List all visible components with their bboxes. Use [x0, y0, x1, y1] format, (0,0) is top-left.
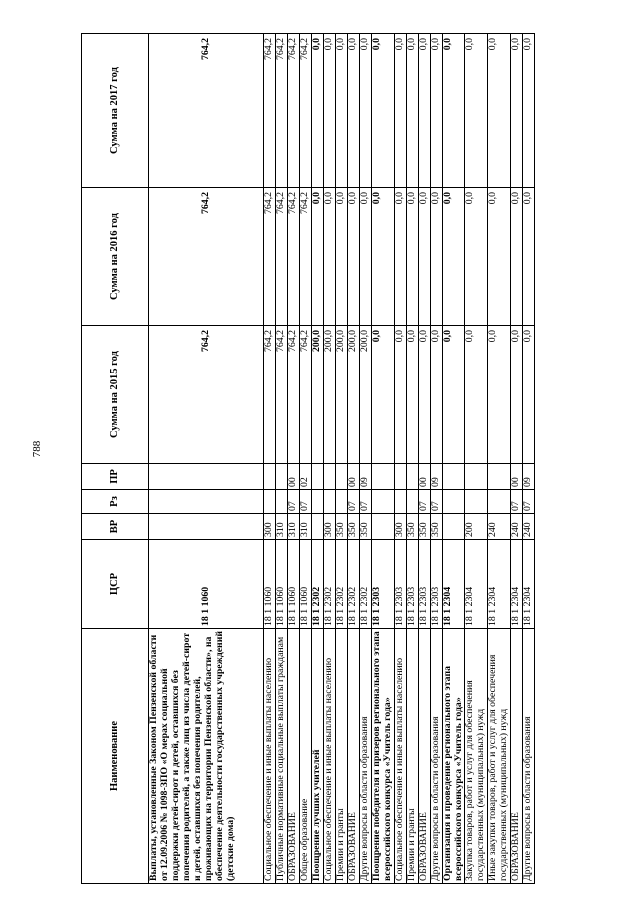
row-2017-cell: 0,0 — [394, 34, 406, 188]
row-2015-cell: 0,0 — [430, 326, 442, 464]
row-2015-cell: 0,0 — [523, 326, 535, 464]
table-row — [511, 34, 523, 884]
row-csr-cell: 18 1 2304 — [523, 540, 535, 629]
row-2016-cell: 0,0 — [418, 188, 430, 326]
row-name-cell: Премии и гранты — [406, 629, 418, 884]
row-csr-cell: 18 1 2302 — [347, 540, 359, 629]
row-csr-cell: 18 1 1060 — [149, 540, 264, 629]
row-2017-cell: 0,0 — [511, 34, 523, 188]
row-name-cell: Организация и проведение регионального этапа всероссийского конкурса «Учитель года» — [442, 629, 465, 884]
row-2015-cell: 200,0 — [335, 326, 347, 464]
row-vr-cell: 350 — [430, 514, 442, 540]
table-row — [311, 34, 323, 884]
row-name-cell: Социальное обеспечение и иные выплаты населению — [394, 629, 406, 884]
row-name-cell: ОБРАЗОВАНИЕ — [287, 629, 299, 884]
row-csr-cell: 18 1 1060 — [287, 540, 299, 629]
row-2016-cell: 0,0 — [323, 188, 335, 326]
row-2017-cell: 0,0 — [418, 34, 430, 188]
budget-table — [81, 33, 535, 884]
table-row — [406, 34, 418, 884]
row-2015-cell: 200,0 — [359, 326, 371, 464]
row-rz-cell — [371, 490, 394, 514]
row-pr-cell — [394, 464, 406, 490]
row-2017-cell: 0,0 — [371, 34, 394, 188]
row-rz-cell: 07 — [418, 490, 430, 514]
row-name-cell: Иные закупки товаров, работ и услуг для обеспечения государственных (муниципальных) нужд — [488, 629, 511, 884]
row-name-cell: Поощрение победителя и призеров регионального этапа всероссийского конкурса «Учитель года» — [371, 629, 394, 884]
col-header-2015: Сумма на 2015 год — [82, 326, 149, 464]
row-pr-cell: 02 — [299, 464, 311, 490]
row-name-cell: Поощрение лучших учителей — [311, 629, 323, 884]
row-vr-cell — [311, 514, 323, 540]
row-vr-cell: 350 — [347, 514, 359, 540]
row-pr-cell — [465, 464, 488, 490]
row-2015-cell: 200,0 — [347, 326, 359, 464]
table-row — [430, 34, 442, 884]
row-pr-cell: 00 — [347, 464, 359, 490]
row-name-cell: Другие вопросы в области образования — [359, 629, 371, 884]
table-row — [418, 34, 430, 884]
row-pr-cell: 00 — [418, 464, 430, 490]
row-pr-cell: 09 — [359, 464, 371, 490]
row-pr-cell — [264, 464, 276, 490]
table-row — [323, 34, 335, 884]
row-vr-cell: 200 — [465, 514, 488, 540]
table-row — [394, 34, 406, 884]
row-2015-cell: 764,2 — [287, 326, 299, 464]
row-2015-cell: 0,0 — [406, 326, 418, 464]
row-rz-cell — [323, 490, 335, 514]
row-2015-cell: 0,0 — [488, 326, 511, 464]
row-2016-cell: 0,0 — [359, 188, 371, 326]
row-name-cell: ОБРАЗОВАНИЕ — [511, 629, 523, 884]
table-row — [371, 34, 394, 884]
row-2017-cell: 0,0 — [347, 34, 359, 188]
row-name-cell: Премии и гранты — [335, 629, 347, 884]
row-2015-cell: 0,0 — [465, 326, 488, 464]
row-csr-cell: 18 1 2304 — [488, 540, 511, 629]
row-name-cell: Общее образование — [299, 629, 311, 884]
row-rz-cell: 07 — [299, 490, 311, 514]
row-rz-cell: 07 — [359, 490, 371, 514]
row-csr-cell: 18 1 2304 — [442, 540, 465, 629]
row-vr-cell: 350 — [418, 514, 430, 540]
table-row — [442, 34, 465, 884]
row-vr-cell — [149, 514, 264, 540]
row-2016-cell: 0,0 — [406, 188, 418, 326]
row-2016-cell: 0,0 — [371, 188, 394, 326]
table-row — [299, 34, 311, 884]
table-row — [264, 34, 276, 884]
row-csr-cell: 18 1 1060 — [299, 540, 311, 629]
row-2016-cell: 0,0 — [523, 188, 535, 326]
row-pr-cell: 00 — [287, 464, 299, 490]
row-pr-cell: 09 — [523, 464, 535, 490]
rotated-table-container — [81, 34, 640, 884]
row-2017-cell: 0,0 — [430, 34, 442, 188]
row-vr-cell: 300 — [394, 514, 406, 540]
row-2017-cell: 0,0 — [442, 34, 465, 188]
row-pr-cell — [406, 464, 418, 490]
row-vr-cell: 240 — [511, 514, 523, 540]
row-2017-cell: 764,2 — [264, 34, 276, 188]
row-2015-cell: 764,2 — [149, 326, 264, 464]
table-row — [287, 34, 299, 884]
row-2016-cell: 0,0 — [465, 188, 488, 326]
row-pr-cell: 09 — [430, 464, 442, 490]
row-pr-cell — [335, 464, 347, 490]
row-2017-cell: 0,0 — [359, 34, 371, 188]
row-vr-cell: 300 — [264, 514, 276, 540]
row-2017-cell: 764,2 — [149, 34, 264, 188]
row-rz-cell: 07 — [511, 490, 523, 514]
table-row — [347, 34, 359, 884]
row-2017-cell: 0,0 — [323, 34, 335, 188]
row-rz-cell — [442, 490, 465, 514]
row-csr-cell: 18 1 2302 — [311, 540, 323, 629]
row-pr-cell — [149, 464, 264, 490]
row-2016-cell: 0,0 — [311, 188, 323, 326]
row-2015-cell: 764,2 — [275, 326, 287, 464]
row-2015-cell: 0,0 — [394, 326, 406, 464]
row-pr-cell — [275, 464, 287, 490]
row-2017-cell: 764,2 — [275, 34, 287, 188]
row-rz-cell — [149, 490, 264, 514]
row-vr-cell: 350 — [406, 514, 418, 540]
row-rz-cell — [465, 490, 488, 514]
row-csr-cell: 18 1 2303 — [418, 540, 430, 629]
row-csr-cell: 18 1 2302 — [335, 540, 347, 629]
row-vr-cell: 300 — [323, 514, 335, 540]
row-2016-cell: 764,2 — [264, 188, 276, 326]
row-pr-cell — [311, 464, 323, 490]
row-csr-cell: 18 1 1060 — [264, 540, 276, 629]
row-vr-cell: 350 — [335, 514, 347, 540]
row-vr-cell — [442, 514, 465, 540]
row-name-cell: Социальное обеспечение и иные выплаты населению — [264, 629, 276, 884]
col-header-pr: ПР — [82, 464, 149, 490]
row-vr-cell: 350 — [359, 514, 371, 540]
row-2016-cell: 764,2 — [149, 188, 264, 326]
table-row — [488, 34, 511, 884]
row-rz-cell — [488, 490, 511, 514]
col-header-rz: Рз — [82, 490, 149, 514]
row-name-cell: ОБРАЗОВАНИЕ — [418, 629, 430, 884]
row-vr-cell — [371, 514, 394, 540]
row-rz-cell — [406, 490, 418, 514]
row-rz-cell: 07 — [347, 490, 359, 514]
row-2015-cell: 0,0 — [511, 326, 523, 464]
row-rz-cell — [394, 490, 406, 514]
row-2017-cell: 0,0 — [311, 34, 323, 188]
row-csr-cell: 18 1 2304 — [511, 540, 523, 629]
row-pr-cell: 00 — [511, 464, 523, 490]
row-rz-cell — [264, 490, 276, 514]
table-body — [149, 34, 535, 884]
row-rz-cell — [275, 490, 287, 514]
table-row — [523, 34, 535, 884]
row-2017-cell: 0,0 — [488, 34, 511, 188]
row-rz-cell: 07 — [430, 490, 442, 514]
row-2016-cell: 764,2 — [299, 188, 311, 326]
row-name-cell: Выплаты, установленные Законом Пензенской области от 12.09.2006 № 1098-ЗПО «О мерах социальной поддержки детей-сирот и детей, оставшихся без попечения родителей, а также лиц из числа детей-сирот и детей, оставшихся без попечения родителей, проживающих на территории Пензенской области», на обеспечение деятельности государственных учреждений (детские дома) — [149, 629, 264, 884]
row-2016-cell: 0,0 — [442, 188, 465, 326]
row-2015-cell: 200,0 — [311, 326, 323, 464]
row-csr-cell: 18 1 2303 — [406, 540, 418, 629]
row-csr-cell: 18 1 1060 — [275, 540, 287, 629]
row-name-cell: Публичные нормативные социальные выплаты гражданам — [275, 629, 287, 884]
row-2015-cell: 764,2 — [299, 326, 311, 464]
table-row — [359, 34, 371, 884]
table-row — [465, 34, 488, 884]
row-2015-cell: 0,0 — [371, 326, 394, 464]
row-name-cell: Другие вопросы в области образования — [430, 629, 442, 884]
row-rz-cell — [335, 490, 347, 514]
row-vr-cell: 240 — [523, 514, 535, 540]
row-csr-cell: 18 1 2303 — [394, 540, 406, 629]
row-2017-cell: 0,0 — [523, 34, 535, 188]
row-2015-cell: 0,0 — [418, 326, 430, 464]
row-name-cell: ОБРАЗОВАНИЕ — [347, 629, 359, 884]
row-name-cell: Другие вопросы в области образования — [523, 629, 535, 884]
row-pr-cell — [488, 464, 511, 490]
row-name-cell: Социальное обеспечение и иные выплаты населению — [323, 629, 335, 884]
row-2015-cell: 764,2 — [264, 326, 276, 464]
row-pr-cell — [371, 464, 394, 490]
page-number: 788 — [31, 440, 43, 458]
row-vr-cell: 310 — [275, 514, 287, 540]
row-2016-cell: 764,2 — [275, 188, 287, 326]
row-vr-cell: 310 — [299, 514, 311, 540]
row-vr-cell: 310 — [287, 514, 299, 540]
row-2016-cell: 0,0 — [394, 188, 406, 326]
row-rz-cell — [311, 490, 323, 514]
row-2017-cell: 0,0 — [406, 34, 418, 188]
col-header-csr: ЦСР — [82, 540, 149, 629]
row-2015-cell: 200,0 — [323, 326, 335, 464]
row-2017-cell: 764,2 — [299, 34, 311, 188]
row-pr-cell — [323, 464, 335, 490]
col-header-2017: Сумма на 2017 год — [82, 34, 149, 188]
table-row — [149, 34, 264, 884]
row-2016-cell: 0,0 — [488, 188, 511, 326]
row-2016-cell: 0,0 — [335, 188, 347, 326]
row-pr-cell — [442, 464, 465, 490]
row-2016-cell: 764,2 — [287, 188, 299, 326]
row-csr-cell: 18 1 2304 — [465, 540, 488, 629]
row-2015-cell: 0,0 — [442, 326, 465, 464]
row-csr-cell: 18 1 2303 — [371, 540, 394, 629]
col-header-vr: ВР — [82, 514, 149, 540]
row-csr-cell: 18 1 2302 — [323, 540, 335, 629]
row-csr-cell: 18 1 2302 — [359, 540, 371, 629]
col-header-name: Наименование — [82, 629, 149, 884]
row-vr-cell: 240 — [488, 514, 511, 540]
row-2016-cell: 0,0 — [430, 188, 442, 326]
row-csr-cell: 18 1 2303 — [430, 540, 442, 629]
row-2017-cell: 0,0 — [335, 34, 347, 188]
row-2016-cell: 0,0 — [347, 188, 359, 326]
row-2017-cell: 0,0 — [465, 34, 488, 188]
row-name-cell: Закупка товаров, работ и услуг для обеспечения государственных (муниципальных) нужд — [465, 629, 488, 884]
row-2016-cell: 0,0 — [511, 188, 523, 326]
header-row — [82, 34, 149, 884]
table-row — [335, 34, 347, 884]
table-row — [275, 34, 287, 884]
row-rz-cell: 07 — [523, 490, 535, 514]
row-2017-cell: 764,2 — [287, 34, 299, 188]
row-rz-cell: 07 — [287, 490, 299, 514]
col-header-2016: Сумма на 2016 год — [82, 188, 149, 326]
